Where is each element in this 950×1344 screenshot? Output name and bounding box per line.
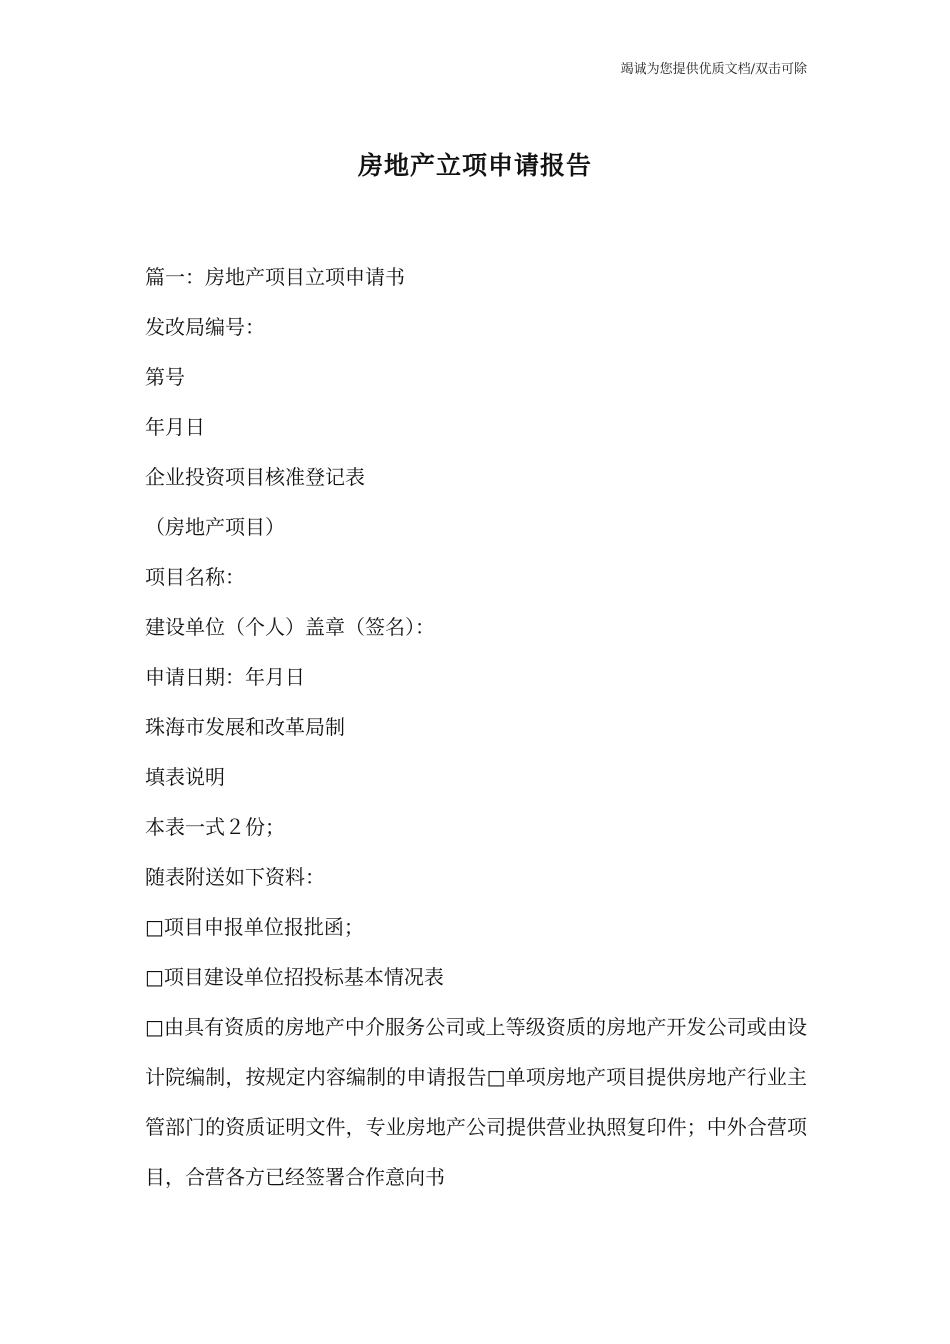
paragraph-bureau-number: 发改局编号： (145, 315, 265, 339)
paragraph-checklist-item-2: □项目建设单位招投标基本情况表 (145, 965, 444, 989)
paragraph-section-heading: 篇一：房地产项目立项申请书 (145, 265, 405, 289)
paragraph-form-subtitle: （房地产项目） (145, 515, 285, 539)
paragraph-number: 第号 (145, 365, 185, 389)
paragraph-application-date: 申请日期：年月日 (145, 665, 305, 689)
document-title: 房地产立项申请报告 (357, 151, 592, 180)
paragraph-form-title: 企业投资项目核准登记表 (145, 465, 365, 489)
paragraph-checklist-item-1: □项目申报单位报批函； (145, 915, 364, 939)
paragraph-checklist-item-3: □由具有资质的房地产中介服务公司或上等级资质的房地产开发公司或由设计院编制，按规定内容编制的申请报告□单项房地产项目提供房地产行业主管部门的资质证明文件，专业房地产公司提供营业执照复印件；中外合营项目，合营各方已经签署合作意向书 (145, 1015, 807, 1189)
paragraph-project-name: 项目名称： (145, 565, 245, 589)
paragraph-issuer: 珠海市发展和改革局制 (145, 715, 345, 739)
document-body (145, 252, 807, 1202)
paragraph-instructions-heading: 填表说明 (145, 765, 225, 789)
paragraph-attachments-heading: 随表附送如下资料： (145, 865, 325, 889)
paragraph-builder-seal: 建设单位（个人）盖章（签名）： (145, 615, 435, 639)
paragraph-date: 年月日 (145, 415, 205, 439)
paragraph-copies: 本表一式２份； (145, 815, 285, 839)
header-note: 竭诚为您提供优质文档/双击可除 (620, 62, 807, 77)
